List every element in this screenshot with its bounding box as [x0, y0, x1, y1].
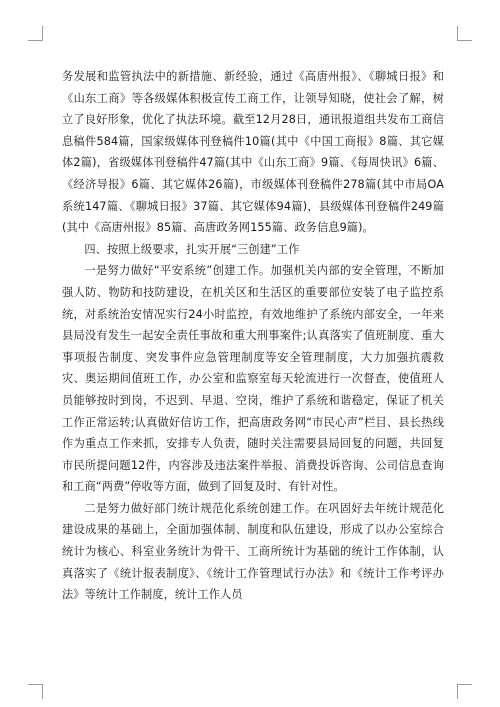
section-heading-three-creations: 四、按照上级要求，扎实开展“三创建”工作 [84, 242, 300, 256]
crop-mark-top-left [28, 26, 43, 41]
document-body [62, 66, 444, 606]
paragraph-report-statistics: 务发展和监管执法中的新措施、新经验，通过《高唐州报》、《聊城日报》和《山东工商》等各级媒体积极宣传工商工作，让领导知晓，使社会了解，树立了良好形象，优化了执法环境。截至12月28日，通讯报道组共发布工商信息稿件584篇，国家级媒体刊登稿件10篇(其中《中国工商报》8篇、其它媒体2篇)，省级媒体刊登稿件47篇(其中《山东工商》9篇、《每周快讯》6篇、《经济导报》6篇、其它媒体26篇)，市级媒体刊登稿件278篇(其中市局OA系统147篇、《聊城日报》37篇、其它媒体94篇)，县级媒体刊登稿件249篇(其中《高唐州报》85篇、高唐政务网155篇、政务信息9篇)。 [62, 70, 444, 235]
paragraph-statistics-standardization: 二是努力做好部门统计规范化系统创建工作。在巩固好去年统计规范化建设成果的基础上，全面加强体制、制度和队伍建设，形成了以办公室综合统计为核心、科室业务统计为骨干、工商所统计为基础的统计工作体制，认真落实了《统计报表制度》、《统计工作管理试行办法》和《统计工作考评办法》等统计工作制度，统计工作人员 [62, 501, 444, 602]
paragraph-safe-system: 一是努力做好“平安系统”创建工作。加强机关内部的安全管理，不断加强人防、物防和技防建设，在机关区和生活区的重要部位安装了电子监控系统，对系统治安情况实行24小时监控，有效地维护了系统内部安全，一年来县局没有发生一起安全责任事故和重大刑事案件;认真落实了值班制度、重大事项报告制度、突发事件应急管理制度等安全管理制度，大力加强抗震救灾、奥运期间值班工作，办公室和监察室每天轮流进行一次督查，使值班人员能够按时到岗，不迟到、早退、空岗，维护了系统和谐稳定，保证了机关工作正常运转;认真做好信访工作，把高唐政务网“市民心声”栏目、县长热线作为重点工作来抓，安排专人负责，随时关注需要县局回复的问题，共回复市民所提问题12件，内容涉及违法案件举报、消费投诉咨询、公司信息查询和工商“两费”停收等方面，做到了回复及时、有针对性。 [62, 264, 444, 494]
crop-mark-bottom-left [28, 684, 43, 699]
crop-mark-bottom-right [457, 684, 472, 699]
crop-mark-top-right [457, 26, 472, 41]
